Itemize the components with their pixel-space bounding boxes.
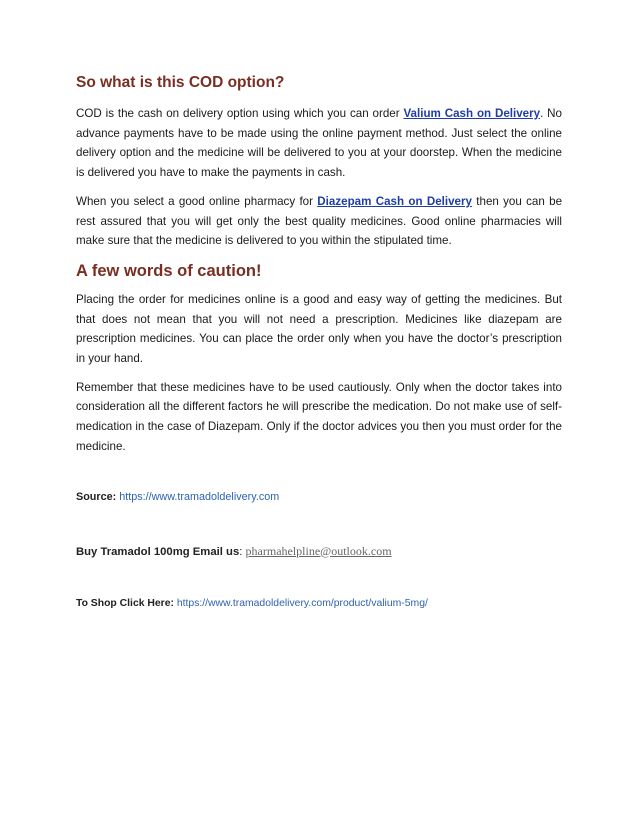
- paragraph-prescription: Placing the order for medicines online is a good and easy way of getting the medicines. But that does not mean that you will not need a prescription. Medicines like diazepam are prescription medicines. You can place the order only when you have the doctor’s prescription in your hand.: [76, 292, 562, 366]
- buy-label: Buy Tramadol 100mg Email us: [76, 545, 240, 558]
- source-link[interactable]: https://www.tramadoldelivery.com: [119, 490, 280, 503]
- shop-line: [76, 596, 562, 612]
- paragraph-text: . No advance payments have to be made using the online payment method. Just select the online delivery option and the medicine will be delivered to you at your doorstep. When the medicine is delivered you have to make the payments in cash.: [76, 107, 563, 180]
- paragraph-text: then you can be rest assured that you will get only the best quality medicines. Good online pharmacies will make sure that the medicine is delivered to you within the stipulated time.: [76, 194, 563, 248]
- valium-cod-link[interactable]: Valium Cash on Delivery: [403, 107, 541, 120]
- paragraph-text: COD is the cash on delivery option using which you can order: [76, 107, 404, 120]
- paragraph-pharmacy: [76, 192, 562, 251]
- source-line: [76, 489, 562, 505]
- heading-caution: A few words of caution!: [76, 261, 262, 280]
- paragraph-cod-intro: [76, 104, 562, 183]
- buy-line: [76, 543, 562, 560]
- paragraph-caution: Remember that these medicines have to be used cautiously. Only when the doctor takes into consideration all the different factors he will prescribe the medication. Do not make use of self-medication in the case of Diazepam. Only if the doctor advices you then you must order for the medicine.: [76, 380, 562, 453]
- source-label: Source:: [76, 490, 117, 503]
- buy-separator: :: [239, 545, 243, 558]
- diazepam-cod-link[interactable]: Diazepam Cash on Delivery: [317, 194, 472, 208]
- paragraph-text: When you select a good online pharmacy for: [76, 194, 318, 208]
- email-link[interactable]: pharmahelpline@outlook.com: [245, 543, 392, 558]
- shop-label: To Shop Click Here:: [76, 597, 174, 609]
- shop-link[interactable]: https://www.tramadoldelivery.com/product/valium-5mg/: [176, 597, 428, 609]
- heading-cod-option: So what is this COD option?: [76, 74, 285, 91]
